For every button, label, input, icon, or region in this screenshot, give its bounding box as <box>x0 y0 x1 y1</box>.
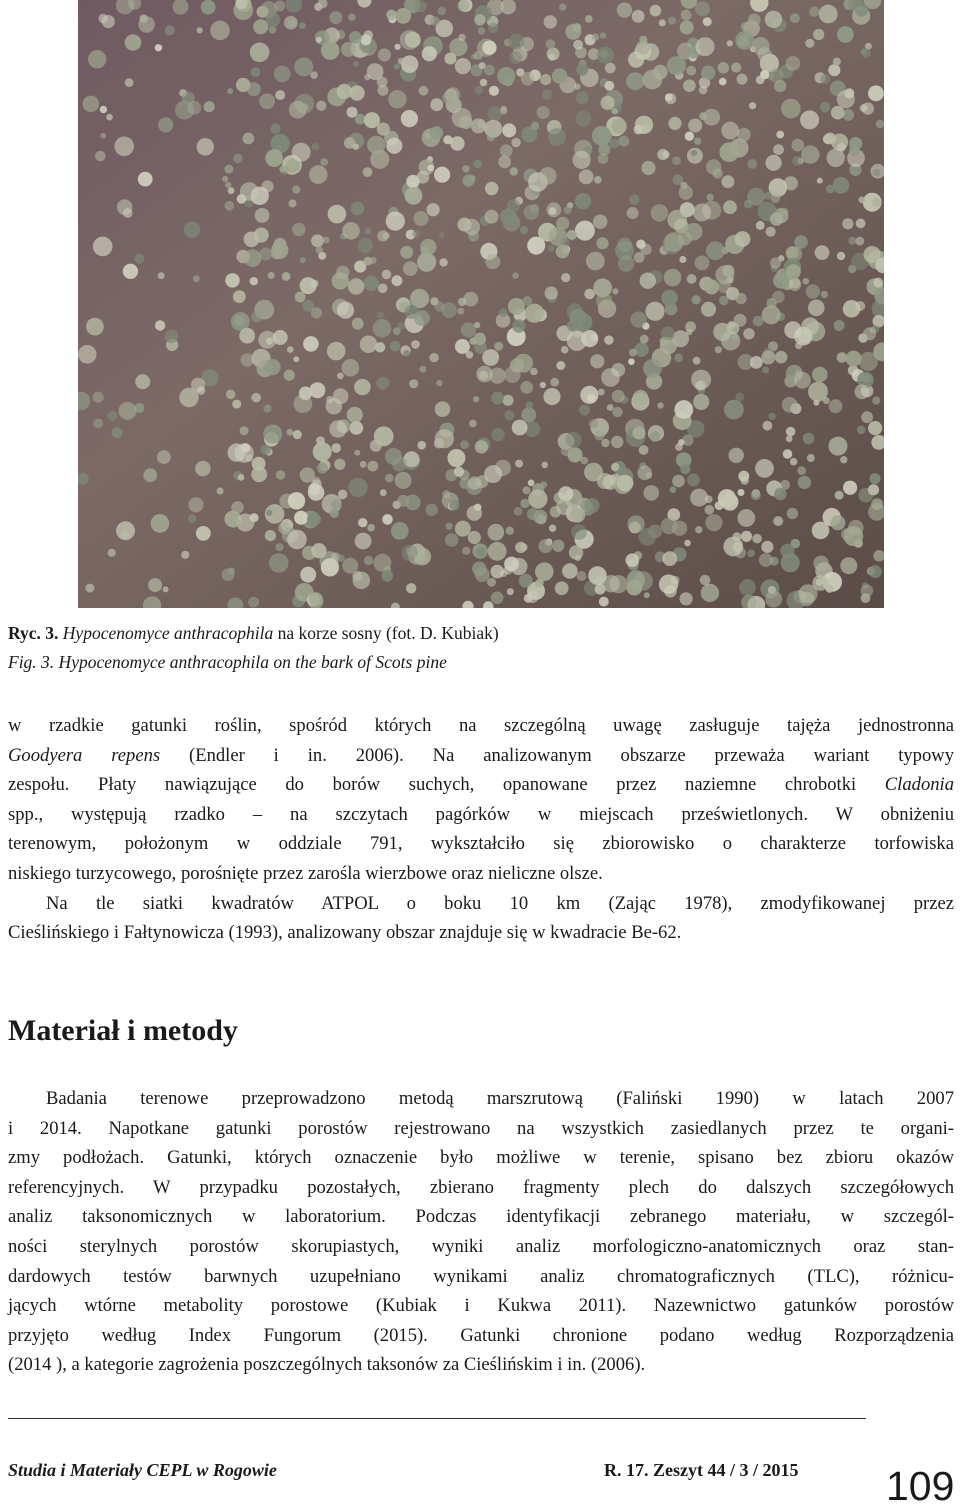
text-line: przyjęto według Index Fungorum (2015). Gatunki chronione podano według Rozporządzenia <box>8 1324 954 1346</box>
lichen-photo <box>78 0 884 608</box>
paragraph-intro <box>8 711 954 948</box>
text-line: jących wtórne metabolity porostowe (Kubiak i Kukwa 2011). Nazewnictwo gatunków porostów <box>8 1295 954 1317</box>
text-line: Badania terenowe przeprowadzono metodą marszrutową (Faliński 1990) w latach 2007 <box>46 1088 954 1109</box>
figure-taxon: Hypocenomyce anthracophila <box>62 623 274 643</box>
journal-title: Studia i Materiały CEPL w Rogowie <box>8 1460 277 1480</box>
text-line: terenowym, położonym w oddziale 791, wykształciło się zbiorowisko o charakterze torfowiska <box>8 833 954 855</box>
text-line: w rzadkie gatunki roślin, spośród których na szczególną uwagę zasługuje tajęża jednostronna <box>8 715 954 736</box>
page-number: 109 <box>886 1463 955 1509</box>
text-line: Goodyera repens (Endler i in. 2006). Na analizowanym obszarze przeważa wariant typowy <box>8 744 954 766</box>
caption-pl <box>8 619 908 648</box>
caption-en: Fig. 3. Hypocenomyce anthracophila on the bark of Scots pine <box>8 652 447 672</box>
section-heading: Materiał i metody <box>8 1014 238 1047</box>
text-line: (2014 ), a kategorie zagrożenia poszczególnych taksonów za Cieślińskim i in. (2006). <box>8 1354 646 1376</box>
text-line: i 2014. Napotkane gatunki porostów rejestrowano na wszystkich zasiedlanych przez te organi- <box>8 1117 954 1139</box>
text-line: analiz taksonomicznych w laboratorium. Podczas identyfikacji zebranego materiału, w szczegól- <box>8 1206 954 1228</box>
paragraph-methods <box>8 1084 954 1380</box>
figure-label: Ryc. 3. <box>8 623 59 643</box>
text-line: spp., występują rzadko – na szczytach pagórków w miejscach prześwietlonych. W obniżeniu <box>8 803 954 825</box>
issue-info: R. 17. Zeszyt 44 / 3 / 2015 <box>604 1460 799 1480</box>
text-line: referencyjnych. W przypadku pozostałych, zbierano fragmenty plech do dalszych szczegółowych <box>8 1176 954 1198</box>
text-line: niskiego turzycowego, porośnięte przez zarośla wierzbowe oraz nieliczne olsze. <box>8 862 603 884</box>
text-line: zespołu. Płaty nawiązujące do borów suchych, opanowane przez naziemne chrobotki Cladonia <box>8 774 954 796</box>
figure-caption-rest: na korze sosny (fot. D. Kubiak) <box>273 623 499 643</box>
figure-caption <box>8 619 908 677</box>
text-line: zmy podłożach. Gatunki, których oznaczenie było możliwe w terenie, spisano bez zbioru okazów <box>8 1147 954 1169</box>
text-line: Cieślińskiego i Fałtynowicza (1993), analizowany obszar znajduje się w kwadracie Be-62. <box>8 922 682 944</box>
text-line: ności sterylnych porostów skorupiastych, wyniki analiz morfologiczno-anatomicznych oraz stan- <box>8 1235 954 1257</box>
text-line: Na tle siatki kwadratów ATPOL o boku 10 km (Zając 1978), zmodyfikowanej przez <box>46 892 954 914</box>
footer-rule <box>8 1418 866 1419</box>
text-line: dardowych testów barwnych uzupełniano wynikami analiz chromatograficznych (TLC), różnicu- <box>8 1265 954 1287</box>
